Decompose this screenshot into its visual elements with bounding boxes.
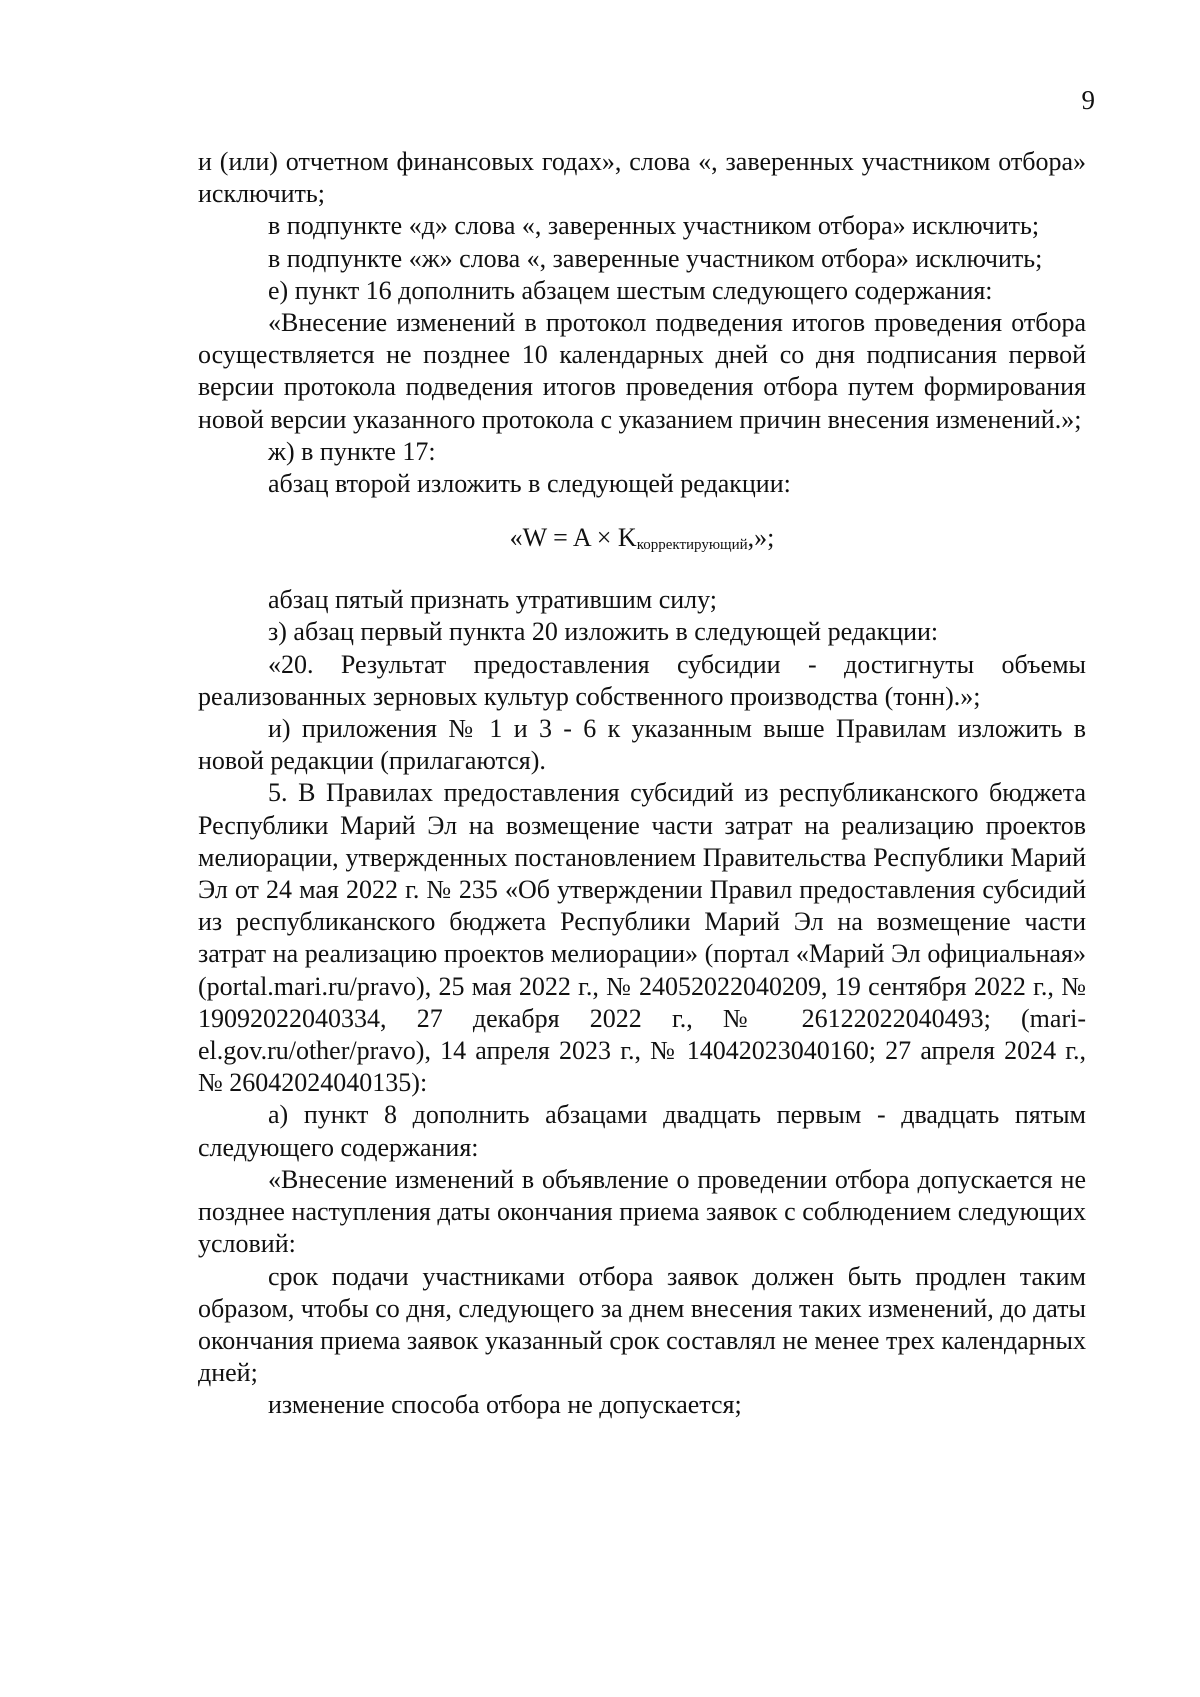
formula-main: «W = A × K [509,523,637,553]
paragraph-method-condition: изменение способа отбора не допускается; [268,1390,742,1420]
paragraph-section-5: 5. В Правилах предоставления субсидий из республиканского бюджета Республики Марий Эл на возмещение части затрат на реализацию проектов мелиорации, утвержденных постановлением Правительства Республики Марий Эл от 24 мая 2022 г. № 235 «Об утверждении Правил предоставления субсидий из республиканского бюджета Республики Марий Эл на возмещение части затрат на реализацию проектов мелиорации» (портал «Марий Эл официальная» (portal.mari.ru/pravo), 25 мая 2022 г., № 24052022040209, 19 сентября 2022 г., № 19092022040334, 27 декабря 2022 г., № 26122022040493; (mari-el.gov.ru/other/pravo), 14 апреля 2023 г., № 14042023040160; 27 апреля 2024 г., № 26042024040135): [198,778,1086,1098]
paragraph-deadline-condition: срок подачи участниками отбора заявок должен быть продлен таким образом, чтобы со дня, следующего за днем внесения таких изменений, до даты окончания приема заявок указанный срок составлял не менее трех календарных дней; [198,1261,1086,1388]
formula-subscript: корректирующий [636,537,748,554]
paragraph-continuation: и (или) отчетном финансовых годах», слова «, заверенных участником отбора» исключить; [198,147,1086,209]
paragraph-item-zh: ж) в пункте 17: [268,436,436,466]
paragraph-quote-changes: «Внесение изменений в объявление о проведении отбора допускается не позднее наступления даты окончания приема заявок с соблюдением следующих условий: [198,1164,1086,1259]
page-number: 9 [1081,85,1095,115]
paragraph-item-i: и) приложения № 1 и 3 - 6 к указанным выше Правилам изложить в новой редакции (прилагаются). [198,714,1086,776]
paragraph-subpoint-zh: в подпункте «ж» слова «, заверенные участником отбора» исключить; [268,243,1043,273]
document-body [198,146,1086,1422]
paragraph-subpoint-d: в подпункте «д» слова «, заверенных участником отбора» исключить; [268,211,1040,241]
paragraph-item-a: а) пункт 8 дополнить абзацами двадцать первым - двадцать пятым следующего содержания: [198,1100,1086,1162]
paragraph-quote-result: «20. Результат предоставления субсидии - достигнуты объемы реализованных зерновых культур собственного производства (тонн).»; [198,649,1086,711]
paragraph-fifth-abzac: абзац пятый признать утратившим силу; [268,585,718,615]
formula-tail: ,»; [747,523,775,553]
formula [198,522,1086,554]
paragraph-item-e: е) пункт 16 дополнить абзацем шестым следующего содержания: [268,275,993,305]
paragraph-quote-protocol: «Внесение изменений в протокол подведения итогов проведения отбора осуществляется не позднее 10 календарных дней со дня подписания первой версии протокола подведения итогов проведения отбора путем формирования новой версии указанного протокола с указанием причин внесения изменений.»; [198,308,1086,434]
paragraph-item-z: з) абзац первый пункта 20 изложить в следующей редакции: [268,617,939,647]
paragraph-second-abzac: абзац второй изложить в следующей редакции: [268,469,791,499]
